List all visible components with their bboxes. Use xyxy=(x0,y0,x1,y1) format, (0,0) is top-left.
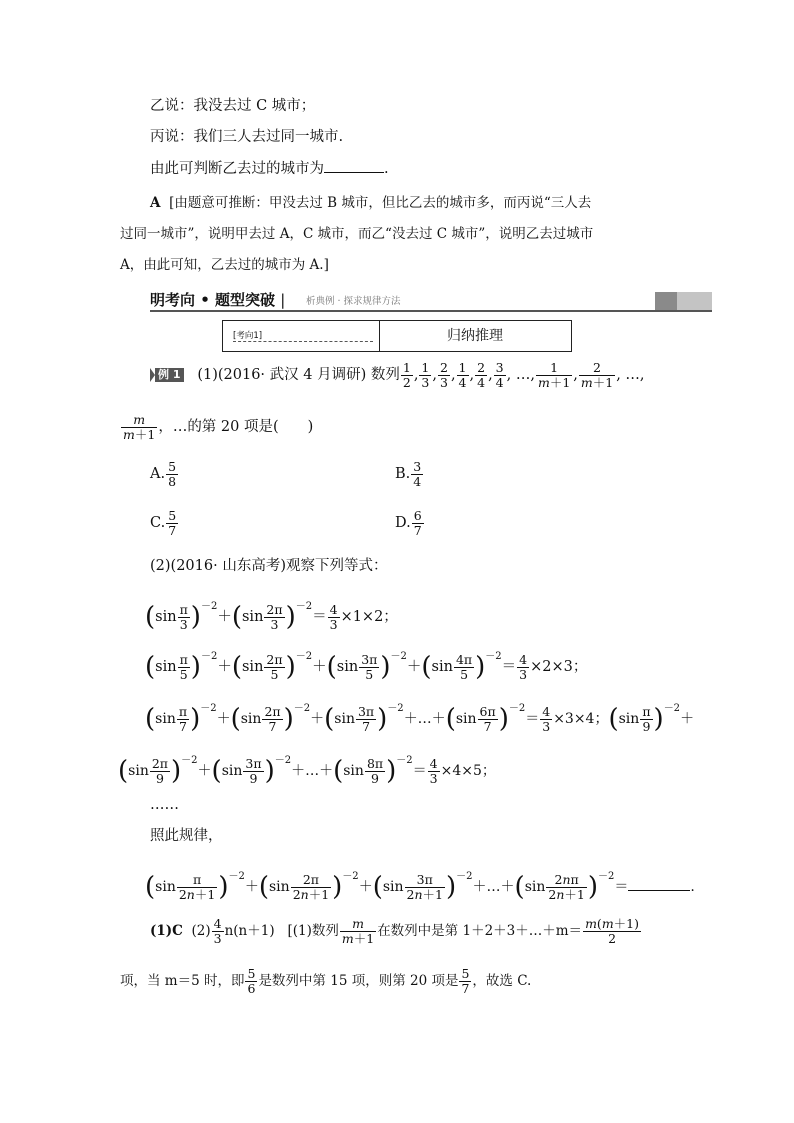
answer1-line3: A，由此可知，乙去过的城市为 A.] xyxy=(120,257,329,273)
judge-end: . xyxy=(384,161,389,177)
general-blank xyxy=(628,876,690,891)
solution-ans1: (1)C xyxy=(150,923,183,939)
answer1-letter: A xyxy=(150,195,161,211)
solution-exp4: 是数列中第 15 项，则第 20 项是 xyxy=(258,973,459,989)
topic-dash xyxy=(233,341,373,342)
line-yi: 乙说：我没去过 C 城市； xyxy=(150,98,316,114)
judge-text: 由此可判断乙去过的城市为 xyxy=(150,161,324,177)
answer1-line2: 过同一城市”，说明甲去过 A，C 城市，而乙“没去过 C 城市”，说明乙去过城市 xyxy=(120,226,594,242)
eq-4: (sin $\frac{2\pi}{9}$ )$^{-2}$＋(sin $\frac{3\pi}{9}$ )$^{-2}$＋…＋(sin $\frac{8\pi}{9}$ )$^{-2}$＝ $\frac{4}{3}$ ×4×5； xyxy=(118,755,496,786)
answer-blank xyxy=(324,158,384,173)
option-c: C. $\frac{5}{7}$ xyxy=(150,507,177,538)
answer1-text1: [由题意可推断：甲没去过 B 城市，但比乙去的城市多，而丙说“三人去 xyxy=(169,195,592,211)
dots-line: …… xyxy=(150,797,179,813)
example-badge: 例 1 xyxy=(155,368,184,382)
q1-tail: …的第 20 项是( ) xyxy=(172,419,314,435)
solution-exp3: 项，当 m＝5 时，即 xyxy=(120,973,245,989)
solution-exp1: [(1)数列 xyxy=(287,923,339,939)
section-header xyxy=(150,289,712,311)
header-block-dark xyxy=(655,292,677,310)
topic-box xyxy=(222,320,572,352)
line-judge xyxy=(150,158,389,179)
example-q2: (2)(2016· 山东高考)观察下列等式： xyxy=(150,558,388,574)
section-title: 明考向 • 题型突破 | xyxy=(150,291,286,309)
solution-line2: 项，当 m＝5 时，即 $\frac{5}{6}$ 是数列中第 15 项，则第 20 项是 $\frac{5}{7}$ ，故选 C. xyxy=(120,966,532,996)
solution-exp2: 在数列中是第 1＋2＋3＋…＋m＝ xyxy=(377,923,583,939)
eq-3: (sin $\frac{\pi}{7}$ )$^{-2}$＋(sin $\frac{2\pi}{7}$ )$^{-2}$＋(sin $\frac{3\pi}{7}$ )$^{-2}$＋…＋(sin $\frac{6\pi}{7}$ )$^{-2}$＝ $\frac{4}{3}$ ×3×4；(sin $\frac{\pi}{9}$ )$^{-2}$＋ xyxy=(145,703,695,734)
example-q1-tail: $\frac{m}{m+1}$ ，…的第 20 项是( ) xyxy=(123,411,314,442)
line-bing: 丙说：我们三人去过同一城市. xyxy=(150,129,344,145)
solution-ans2: (2) $\frac{4}{3}$ n(n＋1) xyxy=(191,916,275,946)
section-subtitle: 析典例 · 探求规律方法 xyxy=(306,296,401,307)
topic-box-left xyxy=(223,321,380,351)
option-d: D. $\frac{6}{7}$ xyxy=(395,507,422,538)
eq-1: (sin $\frac{\pi}{3}$ )$^{-2}$＋(sin $\frac{2\pi}{3}$ )$^{-2}$＝ $\frac{4}{3}$ ×1×2； xyxy=(145,601,398,632)
header-block-light xyxy=(677,292,712,310)
example-q1: 例 1 (1)(2016· 武汉 4 月调研) 数列 $\frac{1}{2}$ , $\frac{1}{3}$ , $\frac{2}{3}$ , $\frac{1}{4}$ , $\frac{2}{4}$ , $\frac{3}{4}$ , …, $\frac{1}{m+1}$ , $\frac{2}{m+1}$ , …, xyxy=(150,358,645,392)
answer1-line1 xyxy=(150,193,591,213)
solution-line1: (1)C (2) $\frac{4}{3}$ n(n＋1) [(1)数列 $\frac{m}{m+1}$ 在数列中是第 1＋2＋3＋…＋m＝ $\frac{m(m+1)}{2}$ xyxy=(150,916,640,946)
option-b: B. $\frac{3}{4}$ xyxy=(395,458,422,489)
section-rule xyxy=(150,310,712,312)
eq-general: (sin $\frac{\pi}{2n+1}$ )$^{-2}$＋(sin $\frac{2\pi}{2n+1}$ )$^{-2}$＋(sin $\frac{3\pi}{2n+1}$ )$^{-2}$＋…＋(sin $\frac{2n\pi}{2n+1}$ )$^{-2}$＝ . xyxy=(145,871,695,902)
q1-prefix: (1)(2016· 武汉 4 月调研) 数列 xyxy=(197,367,400,383)
eq-2: (sin $\frac{\pi}{5}$ )$^{-2}$＋(sin $\frac{2\pi}{5}$ )$^{-2}$＋(sin $\frac{3\pi}{5}$ )$^{-2}$＋(sin $\frac{4\pi}{5}$ )$^{-2}$＝ $\frac{4}{3}$ ×2×3； xyxy=(145,651,588,682)
rule-line: 照此规律， xyxy=(150,828,223,844)
topic-label: [考向1] xyxy=(233,331,263,341)
option-a: A. $\frac{5}{8}$ xyxy=(150,458,177,489)
solution-exp5: ，故选 C. xyxy=(472,973,532,989)
topic-title: 归纳推理 xyxy=(447,328,503,344)
